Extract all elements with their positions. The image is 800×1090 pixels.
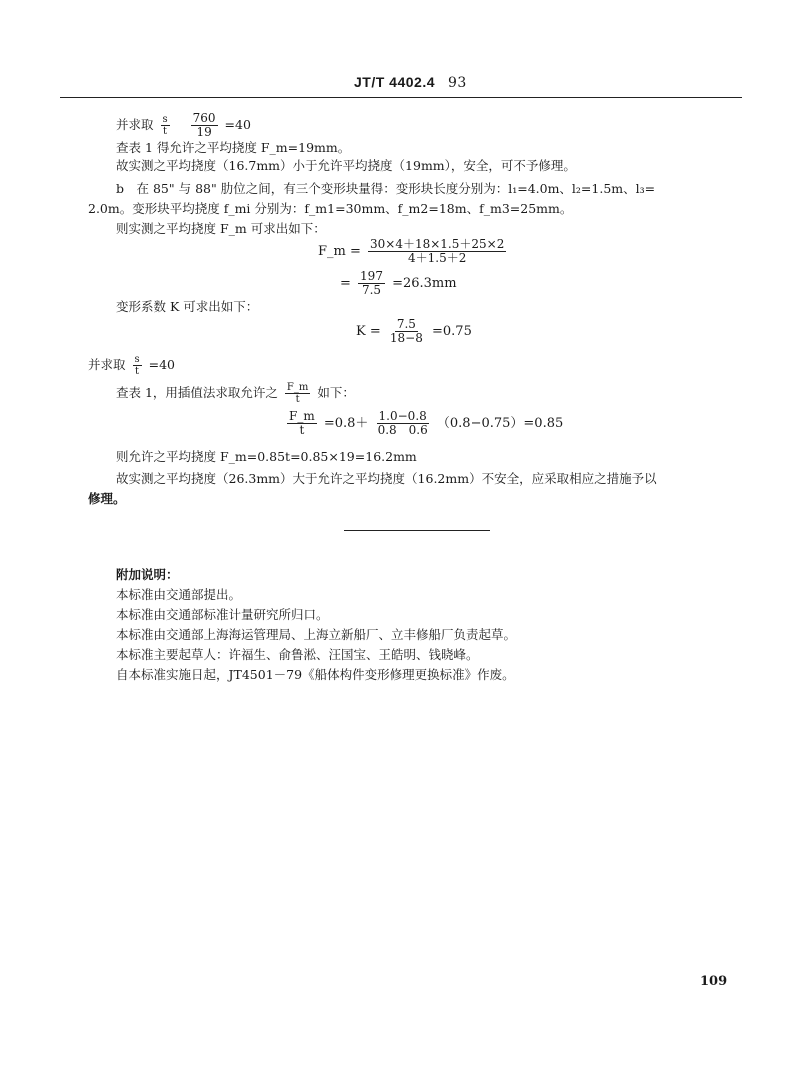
- notes-title: 附加说明：: [116, 567, 179, 582]
- eq-lhs: F_m =: [318, 244, 361, 259]
- line-8-suffix: =40: [148, 357, 176, 372]
- eq-fraction: [376, 410, 430, 437]
- equation-k: [356, 318, 472, 345]
- standard-header: [354, 74, 467, 91]
- notes-item: 本标准主要起草人：许福生、俞鲁淞、汪国宝、王皓明、钱晓峰。: [116, 647, 479, 662]
- frac-den: 19: [196, 125, 212, 139]
- eq-lhs: K =: [356, 324, 381, 339]
- line-5: 2.0m。变形块平均挠度 f_mi 分别为：f_m1=30mm、f_m2=18m、f_m3=25mm。: [88, 201, 573, 216]
- standard-code: JT/T 4402.4: [354, 74, 435, 90]
- line-11: 故实测之平均挠度（26.3mm）大于允许之平均挠度（16.2mm）不安全，应采取相应之措施予以: [116, 471, 657, 486]
- eq-lhs-fraction: [287, 410, 317, 437]
- frac-s-over-t: [161, 114, 170, 137]
- frac-den: t: [299, 423, 305, 437]
- eq-fraction: [358, 270, 385, 297]
- frac-num: 7.5: [396, 317, 416, 331]
- notes-item: 自本标准实施日起，JT4501－79《船体构件变形修理更换标准》作废。: [116, 667, 515, 682]
- line-8-prefix: 并求取: [88, 357, 126, 372]
- line-1-suffix: =40: [224, 117, 251, 132]
- line-8: [88, 354, 175, 377]
- frac-num: s: [134, 354, 140, 365]
- line-9-prefix: 查表 1，用插值法求取允许之: [116, 385, 278, 400]
- eq-suffix: =0.75: [432, 324, 472, 339]
- frac-den: 18−8: [389, 331, 423, 345]
- frac-760-over-19: [191, 112, 218, 139]
- section-separator: [344, 530, 490, 531]
- line-1: [116, 112, 251, 139]
- frac-den: 4＋1.5＋2: [408, 251, 467, 265]
- notes-item: 本标准由交通部上海海运管理局、上海立新船厂、立丰修船厂负责起草。: [116, 627, 517, 642]
- line-6: 则实测之平均挠度 F_m 可求出如下：: [116, 221, 326, 236]
- frac-den: 0.8 0.6: [377, 423, 428, 437]
- frac-den: 7.5: [361, 283, 382, 297]
- line-1-prefix: 并求取: [116, 117, 154, 132]
- equation-fm: [318, 238, 509, 265]
- eq-fraction: [368, 238, 506, 265]
- eq-fraction: [388, 318, 425, 345]
- line-2: 查表 1 得允许之平均挠度 F_m=19mm。: [116, 140, 351, 155]
- line-9-suffix: 如下：: [317, 385, 355, 400]
- eq-mid: =0.8＋: [323, 416, 369, 431]
- equation-result: = $\frac{197}{7.5}$ =26.3mm: [340, 269, 457, 297]
- frac-num: F_m: [289, 409, 315, 423]
- eq-suffix: =26.3mm: [392, 276, 457, 291]
- line-9: [116, 382, 355, 405]
- header-rule: [60, 97, 742, 98]
- frac-num: 760: [192, 111, 216, 125]
- line-10: 则允许之平均挠度 F_m=0.85t=0.85×19=16.2mm: [116, 449, 417, 464]
- frac-num: F_m: [286, 382, 309, 393]
- frac-num: 30×4＋18×1.5＋25×2: [370, 237, 505, 251]
- line-3: 故实测之平均挠度（16.7mm）小于允许平均挠度（19mm），安全，可不予修理。: [116, 158, 576, 173]
- line-7: 变形系数 K 可求出如下：: [116, 299, 259, 314]
- notes-item: 本标准由交通部标准计量研究所归口。: [116, 607, 329, 622]
- frac-num: s: [162, 114, 168, 125]
- frac-den: t: [163, 126, 168, 137]
- frac-s-over-t: [133, 354, 142, 377]
- frac-den: t: [135, 366, 140, 377]
- eq-suffix: （0.8−0.75）=0.85: [436, 416, 564, 431]
- page-number: 109: [700, 974, 728, 989]
- line-12: 修理。: [88, 491, 126, 506]
- frac-num: 1.0−0.8: [378, 409, 427, 423]
- standard-year: 93: [447, 75, 467, 91]
- line-4: b 在 85" 与 88" 肋位之间，有三个变形块量得：变形块长度分别为：l₁=4.0m、l₂=1.5m、l₃=: [116, 181, 656, 196]
- frac-den: t: [295, 394, 300, 405]
- notes-item: 本标准由交通部提出。: [116, 587, 242, 602]
- frac-fm-over-t: [285, 382, 310, 405]
- frac-num: 197: [360, 269, 383, 283]
- equation-interpolation: [284, 410, 563, 437]
